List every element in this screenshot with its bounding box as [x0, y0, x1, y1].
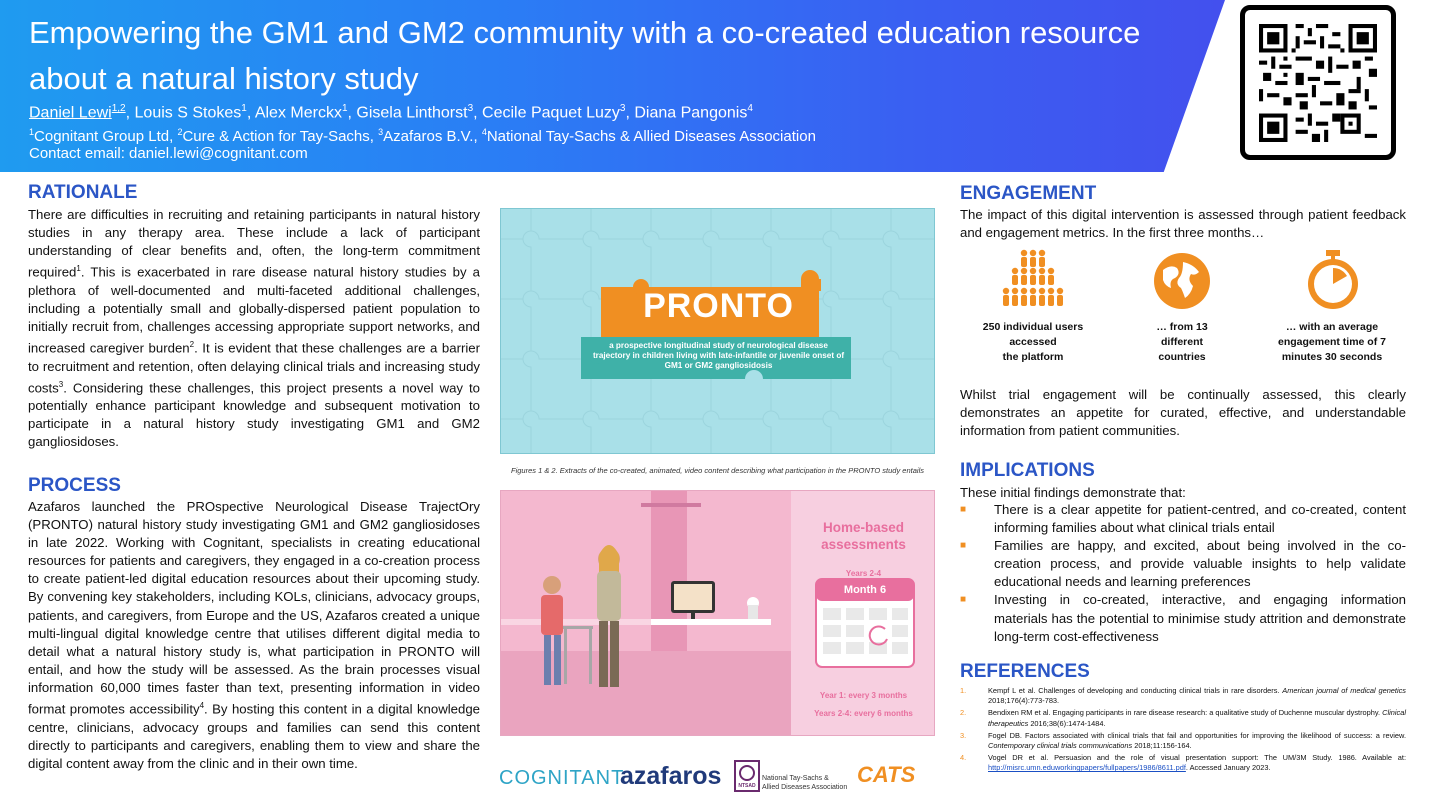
author-name[interactable]: Daniel Lewi	[29, 104, 112, 122]
implications-intro: These initial findings demonstrate that:	[960, 485, 1186, 500]
author-name: Diana Pangonis	[634, 104, 748, 122]
stopwatch-icon	[1304, 250, 1362, 310]
author-sup: 1	[241, 103, 247, 114]
reference-number: 4.	[960, 753, 967, 763]
globe-icon	[1153, 252, 1211, 310]
ntsad-logo[interactable]	[734, 760, 760, 792]
process-heading: PROCESS	[28, 475, 121, 496]
qr-code-icon	[1259, 23, 1377, 143]
reference-text: Kempf L et al. Challenges of developing and conducting clinical trials in rare disorders.	[988, 686, 1283, 695]
affiliation: National Tay-Sachs & Allied Diseases Association	[486, 128, 816, 145]
stat-users	[963, 320, 1103, 365]
citation-sup: 1	[76, 264, 81, 274]
implications-heading: IMPLICATIONS	[960, 460, 1095, 481]
rationale-heading: RATIONALE	[28, 182, 138, 203]
reference-tail: 2018;11:156-164.	[1132, 741, 1192, 751]
stat-line: engagement time of 7	[1278, 336, 1386, 348]
engagement-intro: The impact of this digital intervention is assessed through patient feedback and engagement metrics. In the first three months…	[960, 207, 1406, 241]
author-sup: 3	[619, 103, 626, 114]
affiliation: Cognitant Group Ltd	[34, 128, 170, 145]
reference-text: Fogel DB. Factors associated with clinical trials that fail and opportunities for improving the likelihood of success: a review.	[988, 730, 1406, 740]
reference-text: Bendixen RM et al. Engaging participants in rare disease research: a qualitative study of Duchenne muscular dystrophy.	[988, 708, 1383, 718]
affil-sup: 2	[177, 127, 183, 137]
stat-line: accessed	[1009, 336, 1057, 348]
list-item	[960, 591, 1406, 645]
affiliation-list: $^1$Cognitant Group Ltd, $^2$Cure & Action for Tay-Sachs, $^3$Azafaros B.V., $^4$National Tay-Sachs & Allied Diseases Association	[29, 127, 816, 145]
rationale-text	[28, 206, 480, 451]
author-sup: 1,2	[111, 103, 126, 114]
affiliation: Cure & Action for Tay-Sachs	[182, 128, 370, 145]
pronto-title: PRONTO	[643, 287, 794, 325]
author-name: Gisela Linthorst	[356, 104, 468, 122]
process-part: . By hosting this content in a digital knowledge centre, clinicians, advocacy groups and families can send this content directly to participants and caregivers, enabling them to view and share the digital content away from the clinic and in their own time.	[28, 701, 480, 771]
pronto-puzzle-art	[501, 209, 935, 454]
cats-logo[interactable]: CATS	[857, 762, 916, 787]
pronto-figure[interactable]	[500, 208, 935, 454]
stat-line: … with an average	[1285, 321, 1379, 333]
bullet-marker: ■	[960, 504, 967, 515]
author-name: Cecile Paquet Luzy	[482, 104, 620, 122]
process-text	[28, 498, 480, 773]
reference-item	[960, 753, 1406, 773]
affiliation: Azafaros B.V.	[383, 128, 474, 145]
reference-item	[960, 731, 1406, 751]
process-part: Azafaros launched the PROspective Neurological Disease TrajectOry (PRONTO) natural history study investigating GM1 and GM2 gangliosidoses in late 2022. Working with Cognitant, specialists in creating educational resources for patients and caregivers, they engaged in a co-creation process to create patient-led digital education resources about their upcoming study. By convening key stakeholders, including KOLs, clinicians, advocacy groups, patients, and caregivers, from Europe and the US, Azafaros created a unique multi-lingual digital knowledge centre that utilises different digital media to detail what a natural history study is, what participation in PRONTO will entail, and how the study will be assessed. As the brain processes visual information 60,000 times faster than text, presenting information in video format promotes accessibility	[28, 499, 480, 717]
ntsad-line: Allied Diseases Association	[762, 784, 848, 791]
figure-caption: Figures 1 & 2. Extracts of the co-created, animated, video content describing what participation in the PRONTO study entails	[511, 466, 924, 475]
affil-sup: 3	[378, 127, 384, 137]
stat-line: 250 individual users	[982, 321, 1084, 333]
reference-tail: 2016;38(6):1474-1484.	[1028, 718, 1106, 728]
reference-tail: . Accessed January 2023.	[1185, 763, 1271, 773]
author-sup: 1	[341, 103, 348, 114]
citation-sup: 2	[189, 340, 195, 350]
poster-header	[0, 0, 1438, 172]
year1-schedule: Year 1: every 3 months	[819, 691, 908, 700]
home-assessment-figure[interactable]	[500, 490, 935, 736]
reference-text: Vogel DR et al. Persuasion and the role of visual presentation support: The UM/3M Study. 1986. Available at:	[988, 753, 1406, 763]
references-list	[960, 686, 1406, 776]
rationale-part: There are difficulties in recruiting and retaining participants in natural history studies in any therapy area. These include a lack of participant understanding of clear benefits and, often, the long-term commitment required	[28, 207, 480, 280]
reference-journal: Contemporary clinical trials communications	[988, 741, 1133, 751]
reference-item	[960, 708, 1406, 728]
pronto-subtitle: a prospective longitudinal study of neurological disease trajectory in children living with late-infantile or juvenile onset of GM1 or GM2 gangliosidosis	[592, 341, 845, 370]
contact-email[interactable]: Contact email: daniel.lewi@cognitant.com	[29, 145, 308, 162]
list-item	[960, 501, 1406, 537]
reference-tail: 2018;176(4):773-783.	[988, 696, 1060, 706]
rationale-part: . Considering these challenges, this project presents a novel way to potentially enhance participant knowledge and subsequent motivation to participate in a natural history study investigating GM1 and GM2 gangliosidoses.	[28, 380, 480, 450]
ntsad-line: National Tay-Sachs &	[762, 775, 829, 782]
rationale-part: . This is exacerbated in rare disease natural history studies by a plethora of well-documented and multi-faceted additional challenges, including a potentially small and globally-dispersed patient population to initially recruit from, challenges accessing appropriate support networks, and increased caregiver burden	[28, 264, 480, 356]
rationale-part: . It is evident that these challenges are a barrier to recruitment and retention, often delaying clinical trials and increasing study costs	[28, 340, 481, 396]
bullet-text: Families are happy, and excited, about being involved in the co-creation process, and provide valuable insights to help validate educational needs and learning preferences	[994, 538, 1406, 590]
stat-line: … from 13	[1156, 321, 1208, 333]
affil-sup: 4	[481, 127, 487, 137]
stat-countries	[1112, 320, 1252, 365]
stat-line: different	[1161, 336, 1203, 348]
qr-code[interactable]	[1240, 5, 1396, 160]
bullet-text: There is a clear appetite for patient-centred, and co-created, content informing families about what clinical trials entail	[994, 502, 1406, 536]
years-label: Years 2-4	[845, 569, 882, 578]
ntsad-logo-text	[762, 774, 847, 792]
reference-item	[960, 686, 1406, 706]
home-assessment-title: Home-based assessments	[821, 520, 906, 552]
years24-schedule: Years 2-4: every 6 months	[814, 709, 913, 718]
month-label: Month 6	[843, 584, 887, 596]
bullet-marker: ■	[960, 594, 967, 606]
stat-line: countries	[1158, 351, 1206, 363]
stat-line: the platform	[1002, 351, 1064, 363]
reference-journal: American journal of medical genetics	[1282, 686, 1407, 695]
reference-number: 2.	[960, 708, 967, 718]
poster-title: Empowering the GM1 and GM2 community with a co-created education resource about a natural history study	[29, 15, 1141, 96]
references-heading: REFERENCES	[960, 661, 1090, 682]
azafaros-logo[interactable]: azafaros	[620, 762, 722, 790]
author-name: Louis S Stokes	[134, 104, 242, 122]
ntsad-acronym: NTSAD	[738, 783, 756, 789]
reference-number: 1.	[960, 686, 967, 695]
engagement-outro: Whilst trial engagement will be continually assessed, this clearly demonstrates an appetite for curated, effective, and understandable information from patient communities.	[960, 387, 1406, 439]
cognitant-logo[interactable]: COGNITANT	[499, 767, 625, 789]
people-icon	[1000, 247, 1066, 313]
author-sup: 4	[747, 103, 753, 114]
reference-link[interactable]: http://misrc.umn.eduworkingpapers/fullpapers/1986/8611.pdf	[988, 763, 1186, 773]
citation-sup: 4	[199, 701, 205, 711]
ntsad-emblem-icon	[739, 765, 755, 781]
stat-line: minutes 30 seconds	[1281, 351, 1383, 363]
list-item	[960, 537, 1406, 591]
stat-engagement-time	[1262, 320, 1402, 365]
bullet-text: Investing in co-created, interactive, and engaging information materials has the potential to minimise study attrition and demonstrate long-term cost-effectiveness	[994, 592, 1406, 644]
implications-list	[960, 501, 1406, 646]
citation-sup: 3	[58, 379, 64, 389]
bullet-marker: ■	[960, 540, 967, 552]
affil-sup: 1	[29, 127, 35, 137]
author-list: Daniel Lewi$^{1,2}$, Louis S Stokes$^1$, Alex Merckx$^1$, Gisela Linthorst$^3$, Cecile Paquet Luzy$^3$, Diana Pangonis$^4$	[29, 103, 753, 122]
author-sup: 3	[467, 103, 474, 114]
reference-journal: Clinical therapeutics	[988, 708, 1406, 728]
reference-number: 3.	[960, 730, 967, 740]
engagement-heading: ENGAGEMENT	[960, 183, 1097, 204]
author-name: Alex Merckx	[254, 104, 342, 122]
